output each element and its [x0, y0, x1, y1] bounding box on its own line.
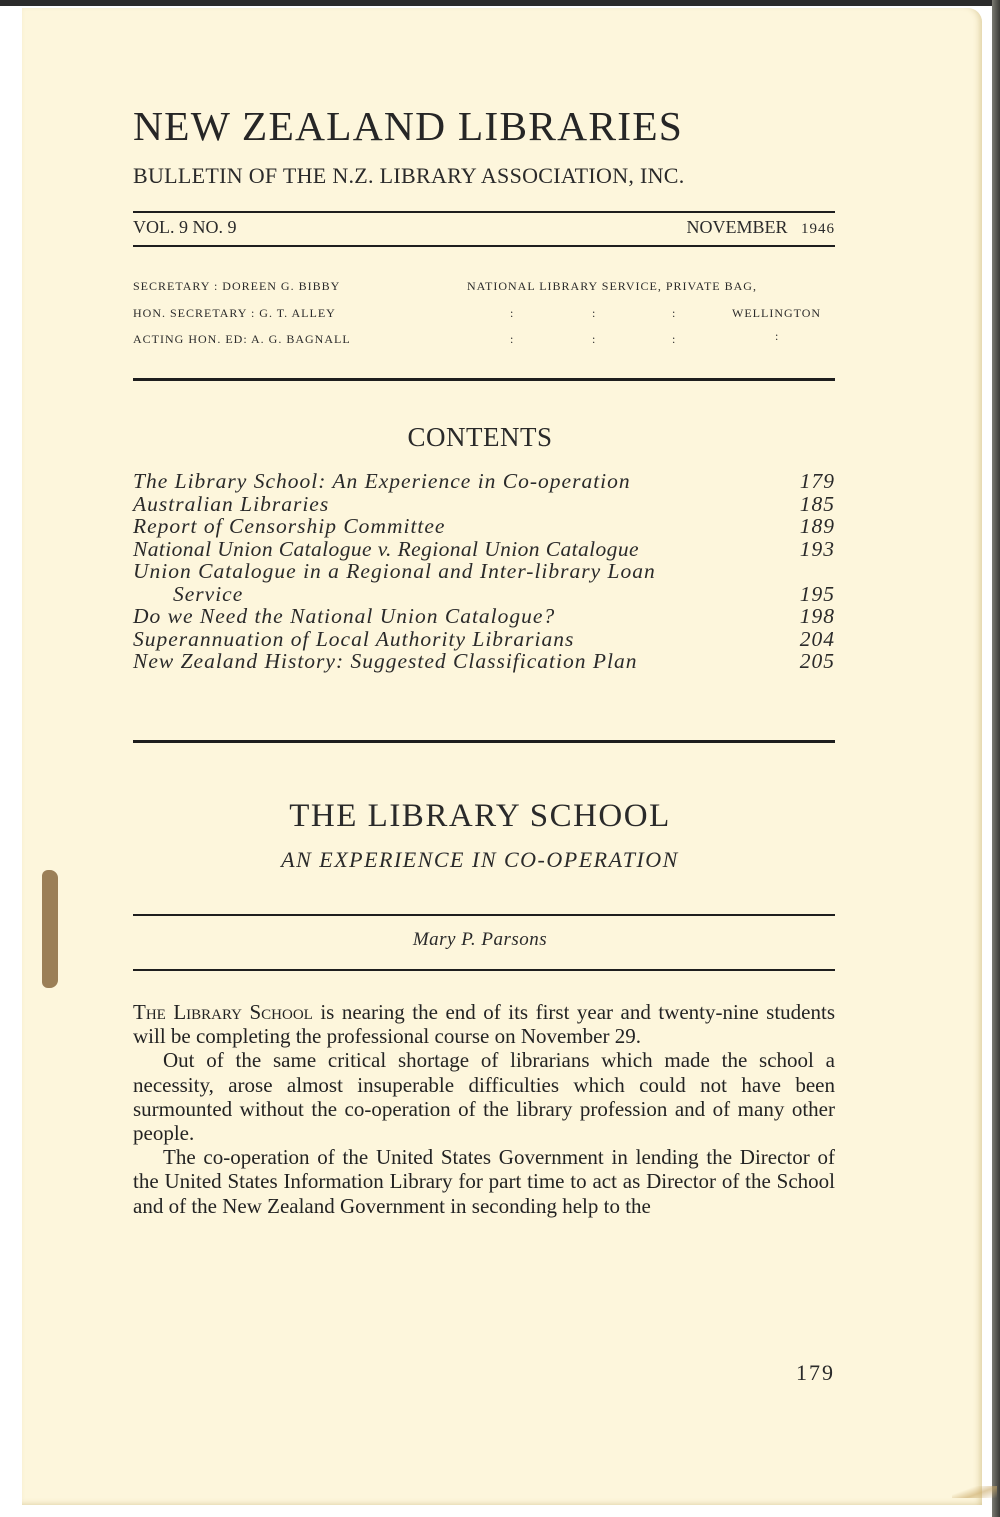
contents-heading: CONTENTS: [407, 422, 553, 452]
toc-entry-page: 205: [799, 649, 835, 673]
toc-entry[interactable]: [133, 515, 835, 538]
article-title: THE LIBRARY SCHOOL: [289, 798, 671, 834]
issue-date: [686, 218, 835, 237]
toc-entry-title: New Zealand History: Suggested Classification Plan: [133, 649, 638, 673]
rule-above-author: [133, 914, 835, 916]
issue-year: 1946: [801, 221, 835, 237]
toc-entry-title: Union Catalogue in a Regional and Inter-library Loan: [133, 559, 656, 583]
article-paragraph: [133, 1000, 835, 1048]
toc-entry-continuation[interactable]: [133, 583, 835, 606]
toc-entry-title: Report of Censorship Committee: [133, 514, 446, 538]
toc-entry-title-continuation: Service: [173, 581, 244, 606]
table-of-contents: [133, 470, 835, 673]
page-number: 179: [796, 1360, 835, 1385]
binding-stain: [42, 870, 58, 988]
toc-entry[interactable]: [133, 560, 835, 583]
scan-frame-right: [992, 0, 1000, 1517]
toc-entry[interactable]: [133, 493, 835, 516]
issue-line: [133, 218, 835, 237]
scan-frame-top: [0, 0, 1000, 6]
article-body: [133, 1000, 835, 1218]
toc-entry-page: 198: [799, 604, 835, 628]
rule-below-contents: [133, 740, 835, 743]
volume-number: VOL. 9 NO. 9: [133, 217, 237, 237]
toc-entry-title: Australian Libraries: [133, 491, 330, 516]
article-author: Mary P. Parsons: [412, 929, 548, 950]
article-paragraph: Out of the same critical shortage of librarians which made the school a necessity, arose almost insuperable difficulties which could not have been surmounted without the co-operation of the library profession and of many other people.: [133, 1048, 835, 1146]
toc-entry-page: 185: [799, 491, 835, 516]
staff-acting-editor: ACTING HON. ED: A. G. BAGNALL: [133, 332, 351, 346]
toc-entry-title: Do we Need the National Union Catalogue?: [133, 604, 556, 628]
toc-entry-title: Superannuation of Local Authority Librarians: [133, 626, 575, 651]
toc-entry[interactable]: [133, 605, 835, 628]
toc-entry-page: 189: [799, 514, 835, 538]
toc-entry[interactable]: [133, 538, 835, 561]
rule-below-masthead: [133, 378, 835, 381]
article-paragraph: The co-operation of the United States Government in lending the Director of the United States Information Library for part time to act as Director of the School and of the New Zealand Government in seconding help to the: [133, 1145, 835, 1218]
address-separator: :: [775, 329, 780, 343]
address-separator: :: [672, 332, 677, 346]
toc-entry-page: 193: [799, 536, 835, 561]
address-separator: :: [592, 306, 597, 320]
address-separator: :: [592, 332, 597, 346]
address-separator: :: [510, 332, 515, 346]
corner-wear: [952, 1486, 997, 1498]
address-line-1: NATIONAL LIBRARY SERVICE, PRIVATE BAG,: [467, 279, 757, 293]
staff-hon-secretary: HON. SECRETARY : G. T. ALLEY: [133, 306, 336, 320]
masthead-title: NEW ZEALAND LIBRARIES: [133, 103, 684, 149]
staff-secretary: SECRETARY : DOREEN G. BIBBY: [133, 279, 341, 293]
address-separator: :: [672, 306, 677, 320]
rule-above-issue: [133, 211, 835, 213]
toc-entry-page: 204: [799, 626, 835, 651]
toc-entry[interactable]: [133, 628, 835, 651]
toc-entry-page: 195: [799, 581, 835, 606]
toc-entry[interactable]: [133, 470, 835, 493]
address-line-2: WELLINGTON: [732, 306, 822, 320]
lead-in-smallcaps: The Library School: [133, 1000, 313, 1024]
toc-entry-title: The Library School: An Experience in Co-operation: [133, 469, 631, 493]
rule-below-issue: [133, 245, 835, 247]
address-separator: :: [510, 306, 515, 320]
issue-month: NOVEMBER: [686, 217, 788, 237]
rule-below-author: [133, 969, 835, 971]
article-subtitle: AN EXPERIENCE IN CO-OPERATION: [281, 847, 679, 872]
toc-entry[interactable]: [133, 650, 835, 673]
paragraph-text: is nearing the end of its first year and twenty-nine students will be completing the professional course on November 29.: [133, 1000, 835, 1049]
masthead-subtitle: BULLETIN OF THE N.Z. LIBRARY ASSOCIATION, INC.: [133, 163, 685, 188]
toc-entry-title: National Union Catalogue v. Regional Union Catalogue: [133, 536, 639, 561]
toc-entry-page: 179: [799, 469, 835, 493]
